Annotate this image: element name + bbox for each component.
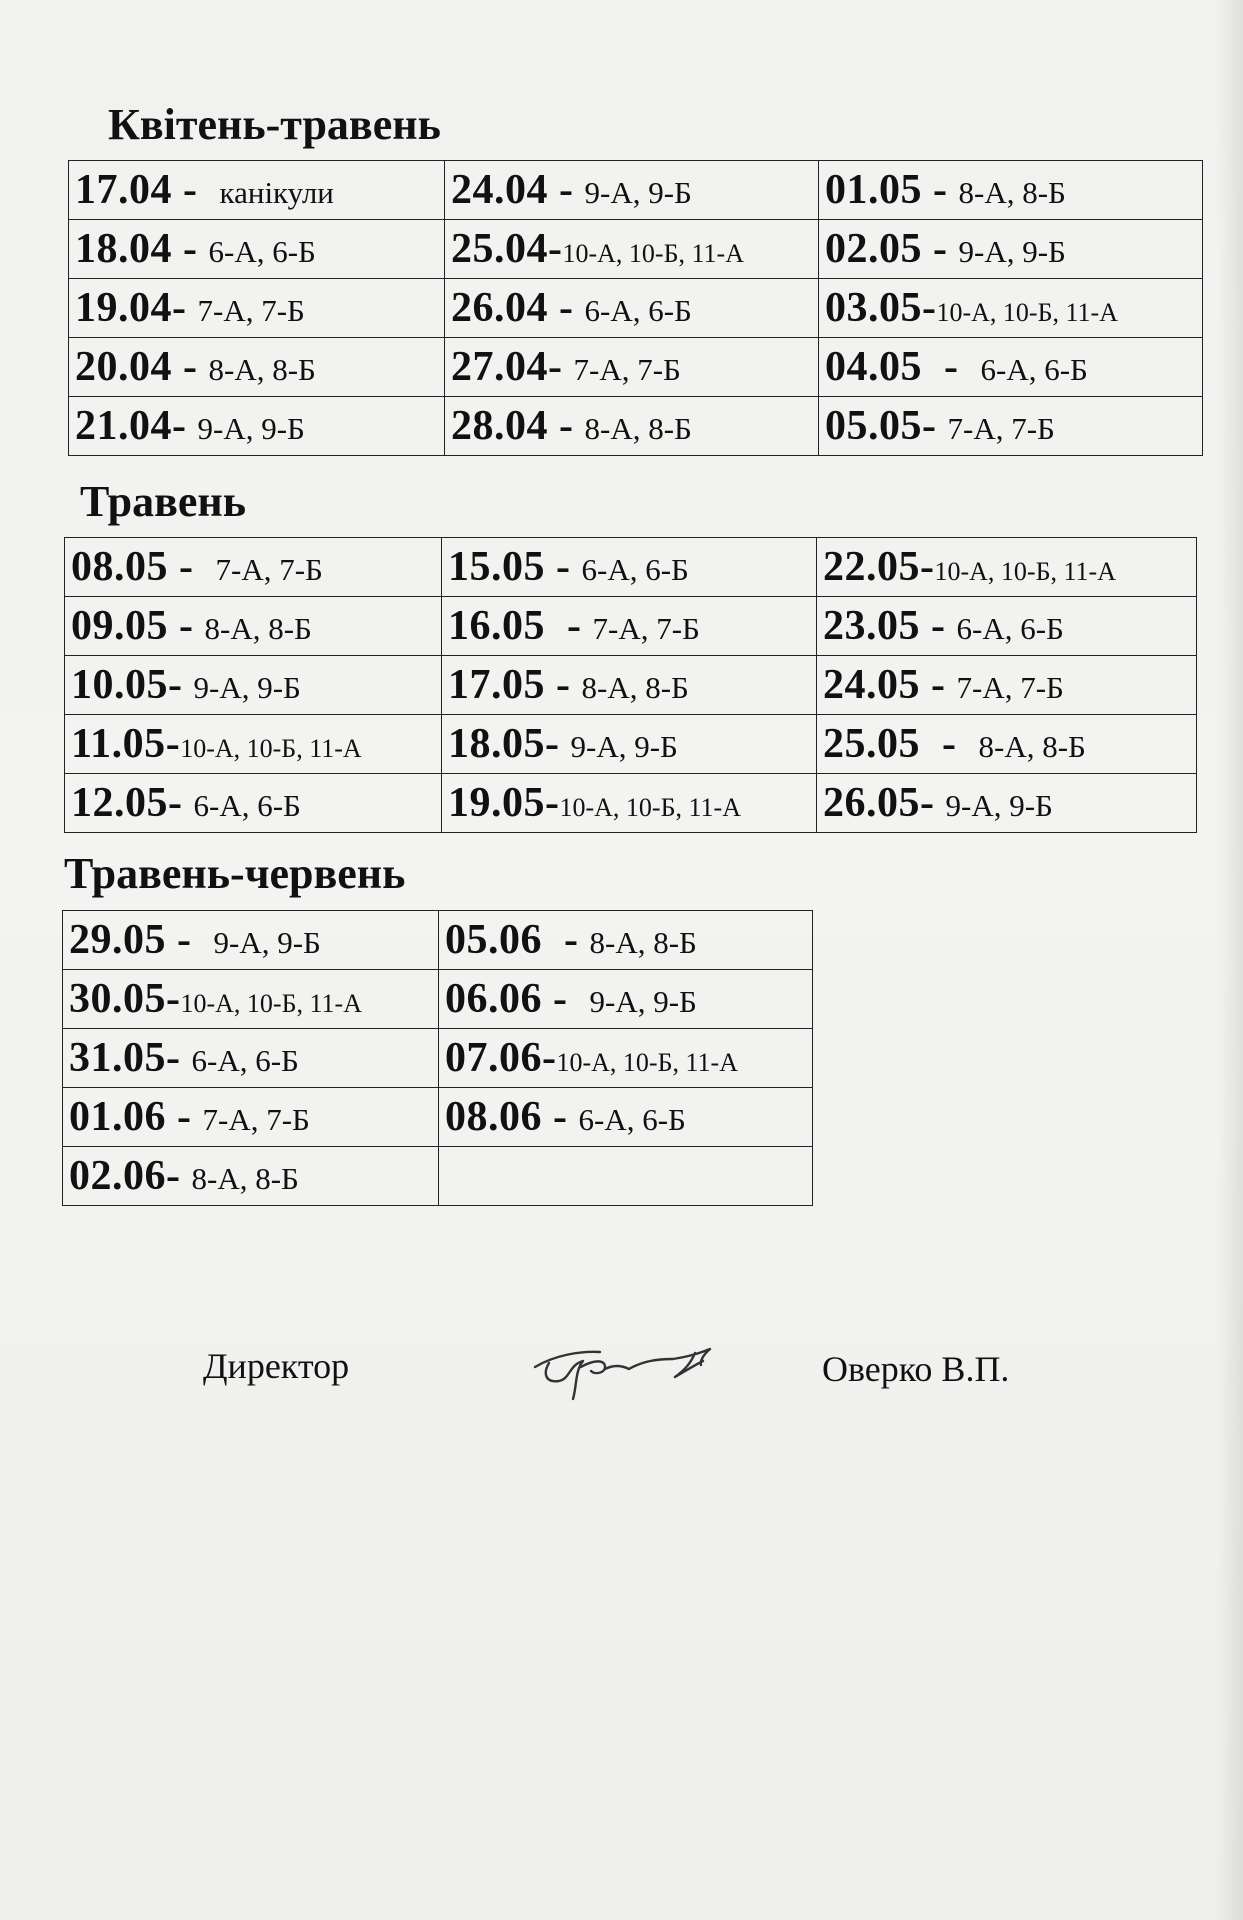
class-groups: 9-А, 9-Б [589,984,697,1019]
date-label: 19.05 [448,780,545,826]
date-separator: - [166,917,214,963]
class-groups: 6-А, 6-Б [191,1043,299,1078]
schedule-cell [63,911,439,970]
date-separator: - [165,721,181,767]
table-row [65,597,1197,656]
date-separator: - [922,403,948,449]
schedule-cell [442,656,817,715]
date-label: 01.05 [825,167,922,213]
class-groups: 8-А, 8-Б [589,925,697,960]
date-separator: - [542,917,590,963]
date-separator: - [172,344,209,390]
schedule-cell [819,161,1203,220]
class-groups: 7-А, 7-Б [202,1102,310,1137]
schedule-cell [445,279,819,338]
date-label: 12.05 [71,780,168,826]
date-label: 27.04 [451,344,548,390]
date-separator: - [922,285,937,331]
date-label: 10.05 [71,662,168,708]
class-groups: 10-А, 10-Б, 11-А [180,734,362,763]
table-row [65,774,1197,833]
schedule-table-may-june [62,910,813,1206]
date-separator: - [545,544,582,590]
class-groups: 6-А, 6-Б [193,788,301,823]
class-groups: 10-А, 10-Б, 11-А [559,793,741,822]
date-separator: - [920,603,957,649]
class-groups: 7-А, 7-Б [592,611,700,646]
date-separator: - [166,1094,203,1140]
class-groups: 10-А, 10-Б, 11-А [562,239,744,268]
class-groups: 9-А, 9-Б [584,175,692,210]
date-separator: - [548,226,563,272]
date-separator: - [548,403,585,449]
schedule-cell [442,597,817,656]
schedule-cell [445,397,819,456]
date-label: 01.06 [69,1094,166,1140]
class-groups: 6-А, 6-Б [980,352,1088,387]
date-label: 25.05 [823,721,920,767]
date-separator: - [545,721,571,767]
date-separator: - [920,544,935,590]
date-label: 05.06 [445,917,542,963]
date-label: 18.05 [448,721,545,767]
date-label: 03.05 [825,285,922,331]
schedule-cell [439,1029,813,1088]
date-label: 04.05 [825,344,922,390]
date-label: 17.04 [75,167,172,213]
table-row [63,1029,813,1088]
date-label: 16.05 [448,603,545,649]
date-separator: - [545,603,593,649]
schedule-cell [819,279,1203,338]
schedule-table-april-may [68,160,1203,456]
date-separator: - [922,167,959,213]
schedule-cell [817,774,1197,833]
class-groups: 8-А, 8-Б [978,729,1086,764]
class-groups: 10-А, 10-Б, 11-А [180,989,362,1018]
date-separator: - [166,976,181,1022]
schedule-cell [819,397,1203,456]
table-row [69,338,1203,397]
date-label: 18.04 [75,226,172,272]
class-groups: 9-А, 9-Б [197,411,305,446]
table-row [63,1147,813,1206]
class-groups: 8-А, 8-Б [191,1161,299,1196]
class-groups: 9-А, 9-Б [945,788,1053,823]
date-separator: - [168,544,216,590]
schedule-cell [69,161,445,220]
date-label: 28.04 [451,403,548,449]
date-label: 08.05 [71,544,168,590]
table-row [69,397,1203,456]
date-label: 09.05 [71,603,168,649]
date-label: 02.06 [69,1153,166,1199]
class-groups: 8-А, 8-Б [584,411,692,446]
class-groups: 7-А, 7-Б [573,352,681,387]
signatory-name: Оверко В.П. [822,1349,1010,1389]
schedule-table-may [64,537,1197,833]
schedule-cell [442,538,817,597]
class-groups: 9-А, 9-Б [570,729,678,764]
schedule-cell [63,970,439,1029]
date-separator: - [548,344,574,390]
date-label: 06.06 [445,976,542,1022]
date-label: 05.05 [825,403,922,449]
empty-cell [439,1147,813,1206]
date-separator: - [542,976,590,1022]
section-title-april-may: Квітень-травень [108,100,441,149]
date-label: 11.05 [71,721,166,767]
date-separator: - [922,226,959,272]
table-row [69,220,1203,279]
table-row [63,970,813,1029]
schedule-cell [65,715,442,774]
table-row [69,279,1203,338]
schedule-cell [819,220,1203,279]
schedule-cell [63,1088,439,1147]
date-label: 31.05 [69,1035,166,1081]
signatory-role: Директор [203,1346,350,1386]
paper-edge-shadow [1217,0,1243,1920]
class-groups: 7-А, 7-Б [947,411,1055,446]
class-groups: 8-А, 8-Б [208,352,316,387]
date-separator: - [168,780,194,826]
date-separator: - [166,1153,192,1199]
class-groups: 6-А, 6-Б [581,552,689,587]
class-groups: 8-А, 8-Б [204,611,312,646]
class-groups: 7-А, 7-Б [215,552,323,587]
date-label: 21.04 [75,403,172,449]
date-label: 25.04 [451,226,548,272]
schedule-cell [439,911,813,970]
schedule-cell [439,1088,813,1147]
class-groups: 10-А, 10-Б, 11-А [936,298,1118,327]
date-label: 23.05 [823,603,920,649]
date-label: 19.04 [75,285,172,331]
schedule-cell [63,1147,439,1206]
class-groups: 9-А, 9-Б [193,670,301,705]
schedule-cell [442,774,817,833]
date-label: 07.06 [445,1035,542,1081]
date-separator: - [548,285,585,331]
date-separator: - [166,1035,192,1081]
table-row [65,715,1197,774]
date-separator: - [168,603,205,649]
schedule-cell [819,338,1203,397]
date-separator: - [545,662,582,708]
schedule-cell [445,338,819,397]
date-separator: - [545,780,560,826]
date-separator: - [548,167,585,213]
schedule-cell [65,774,442,833]
date-label: 26.05 [823,780,920,826]
class-groups: 8-А, 8-Б [958,175,1066,210]
schedule-cell [817,597,1197,656]
date-label: 24.04 [451,167,548,213]
date-label: 17.05 [448,662,545,708]
section-title-may-june: Травень-червень [64,849,406,898]
class-groups: 6-А, 6-Б [956,611,1064,646]
date-label: 15.05 [448,544,545,590]
date-separator: - [922,344,981,390]
class-groups: 9-А, 9-Б [958,234,1066,269]
date-separator: - [172,285,198,331]
date-label: 24.05 [823,662,920,708]
table-row [65,538,1197,597]
schedule-cell [439,970,813,1029]
table-row [63,911,813,970]
date-label: 26.04 [451,285,548,331]
date-label: 22.05 [823,544,920,590]
date-separator: - [542,1094,579,1140]
date-label: 20.04 [75,344,172,390]
class-groups: 7-А, 7-Б [956,670,1064,705]
class-groups: 7-А, 7-Б [197,293,305,328]
class-groups: 10-А, 10-Б, 11-А [934,557,1116,586]
date-separator: - [172,226,209,272]
schedule-cell [442,715,817,774]
schedule-cell [817,715,1197,774]
date-separator: - [920,662,957,708]
class-groups: 8-А, 8-Б [581,670,689,705]
schedule-cell [65,597,442,656]
class-groups: 10-А, 10-Б, 11-А [556,1048,738,1077]
schedule-cell [65,656,442,715]
class-groups: 9-А, 9-Б [213,925,321,960]
date-separator: - [172,403,198,449]
schedule-cell [445,161,819,220]
schedule-cell [65,538,442,597]
schedule-cell [69,220,445,279]
date-separator: - [920,780,946,826]
date-separator: - [172,167,220,213]
table-row [63,1088,813,1147]
class-groups: 6-А, 6-Б [208,234,316,269]
schedule-cell [817,538,1197,597]
class-groups: 6-А, 6-Б [584,293,692,328]
schedule-cell [63,1029,439,1088]
schedule-cell [69,338,445,397]
date-separator: - [168,662,194,708]
date-label: 29.05 [69,917,166,963]
date-label: 30.05 [69,976,166,1022]
date-label: 08.06 [445,1094,542,1140]
schedule-cell [69,397,445,456]
table-row [69,161,1203,220]
date-label: 02.05 [825,226,922,272]
schedule-cell [69,279,445,338]
schedule-cell [445,220,819,279]
class-groups: 6-А, 6-Б [578,1102,686,1137]
class-groups: канікули [219,175,334,210]
signature-image [525,1325,765,1405]
date-separator: - [542,1035,557,1081]
schedule-cell [817,656,1197,715]
date-separator: - [920,721,979,767]
section-title-may: Травень [80,477,247,526]
table-row [65,656,1197,715]
